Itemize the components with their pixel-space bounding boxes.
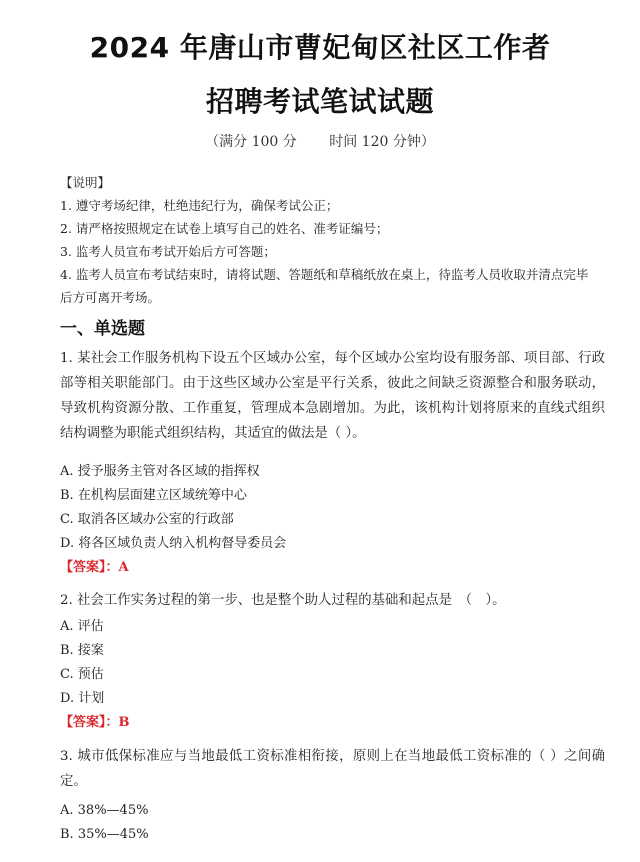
- instruction-item: 4. 监考人员宣布考试结束时，请将试题、答题纸和草稿纸放在桌上，待监考人员收取并清点完毕后方可离开考场。: [60, 267, 589, 305]
- exam-title-line-1: 2024 年唐山市曹妃甸区社区工作者: [89, 31, 551, 64]
- question-2-option-b: B. 接案: [60, 643, 104, 658]
- section-title: 一、单选题: [60, 319, 145, 339]
- exam-meta: [0, 131, 640, 151]
- question-1-stem: 1. 某社会工作服务机构下设五个区域办公室，每个区域办公室均设有服务部、项目部、行政部等相关职能部门。由于这些区域办公室是平行关系，彼此之间缺乏资源整合和服务联动，导致机构资源分散、工作重复，管理成本急剧增加。为此，该机构计划将原来的直线式组织结构调整为职能式组织结构，其适宜的做法是（ ）。: [60, 351, 605, 441]
- question-2-option-d: D. 计划: [60, 691, 105, 706]
- exam-title-line-2: 招聘考试笔试试题: [205, 85, 434, 118]
- question-3-option-b: B. 35%—45%: [60, 827, 149, 842]
- question-1-option-a: A. 授予服务主管对各区域的指挥权: [60, 464, 260, 479]
- instruction-item: 3. 监考人员宣布考试开始后方可答题；: [60, 244, 276, 259]
- question-2-stem: 2. 社会工作实务过程的第一步、也是整个助人过程的基础和起点是 （ ）。: [60, 593, 506, 608]
- question-1-answer: 【答案】：A: [60, 560, 129, 575]
- question-1-option-b: B. 在机构层面建立区域统筹中心: [60, 488, 247, 503]
- question-3-stem: 3. 城市低保标准应与当地最低工资标准相衔接，原则上在当地最低工资标准的（ ）之间确定。: [60, 749, 605, 789]
- exam-time-text: 时间 120 分钟）: [329, 134, 435, 150]
- instruction-item: 1. 遵守考场纪律，杜绝违纪行为，确保考试公正；: [60, 198, 339, 213]
- question-2-option-a: A. 评估: [60, 619, 104, 634]
- question-1-option-c: C. 取消各区域办公室的行政部: [60, 512, 234, 527]
- question-3-option-a: A. 38%—45%: [60, 803, 149, 818]
- question-2-option-c: C. 预估: [60, 667, 104, 682]
- question-1-option-d: D. 将各区域负责人纳入机构督导委员会: [60, 536, 287, 551]
- instructions-block: [60, 171, 600, 309]
- instructions-heading: 【说明】: [60, 175, 111, 190]
- full-score-text: （满分 100 分: [205, 134, 297, 150]
- instruction-item: 2. 请严格按照规定在试卷上填写自己的姓名、准考证编号；: [60, 221, 389, 236]
- question-2-answer: 【答案】：B: [60, 715, 130, 730]
